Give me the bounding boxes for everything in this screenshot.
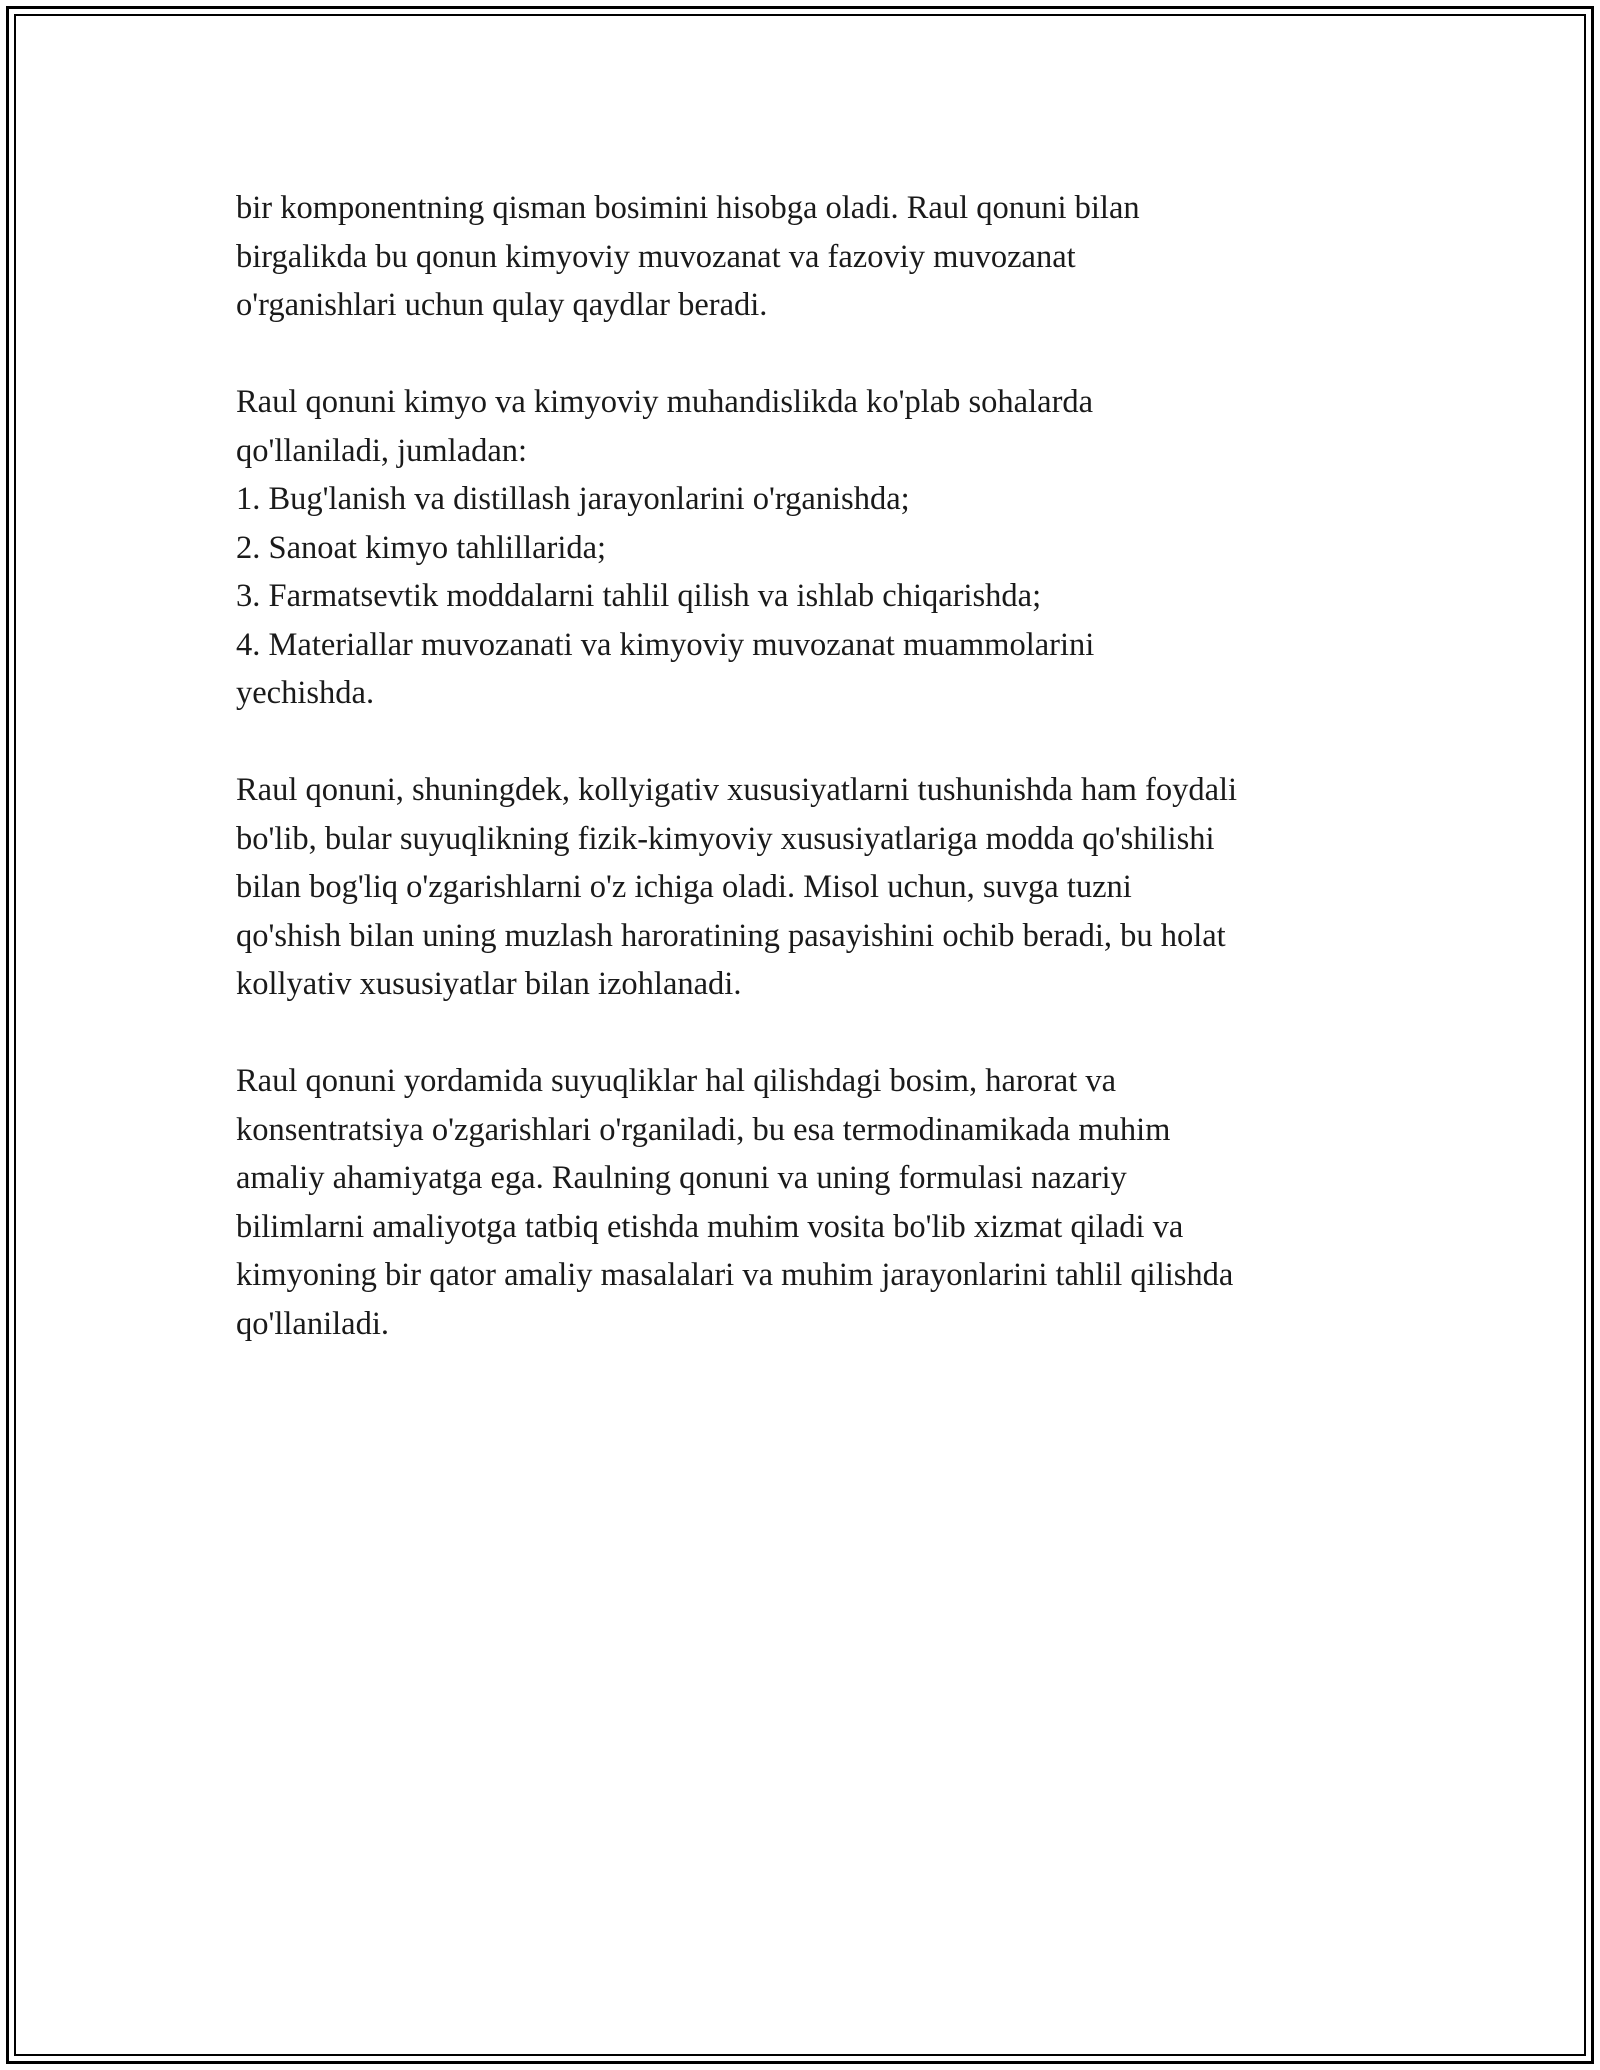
list-item: 3. Farmatsevtik moddalarni tahlil qilish va ishlab chiqarishda; — [236, 578, 1042, 614]
list-item: 2. Sanoat kimyo tahlillarida; — [236, 529, 607, 566]
text-line: qo'shish bilan uning muzlash haroratining pasayishini ochib beradi, bu holat — [236, 917, 1226, 954]
text-line: bilan bog'liq o'zgarishlarni o'z ichiga oladi. Misol uchun, suvga tuzni — [236, 869, 1132, 905]
document-body — [236, 184, 1400, 1397]
text-line: birgalikda bu qonun kimyoviy muvozanat va fazoviy muvozanat — [236, 238, 1076, 275]
text-line: konsentratsiya o'zgarishlari o'rganiladi, bu esa termodinamikada muhim — [236, 1111, 1171, 1148]
text-line: amaliy ahamiyatga ega. Raulning qonuni va uning formulasi nazariy — [236, 1160, 1127, 1196]
text-line: bo'lib, bular suyuqlikning fizik-kimyoviy xususiyatlariga modda qo'shilishi — [236, 820, 1215, 857]
text-line: kollyativ xususiyatlar bilan izohlanadi. — [236, 966, 742, 1002]
text-line: Raul qonuni, shuningdek, kollyigativ xususiyatlarni tushunishda ham foydali — [236, 772, 1238, 808]
paragraph-conclusion — [236, 1057, 1400, 1348]
paragraph-applications — [236, 378, 1400, 718]
list-item: 4. Materiallar muvozanati va kimyoviy muvozanat muammolarini — [236, 626, 1095, 663]
text-line: bir komponentning qisman bosimini hisobga oladi. Raul qonuni bilan — [236, 190, 1140, 226]
text-line: o'rganishlari uchun qulay qaydlar beradi. — [236, 287, 768, 323]
text-line: qo'llaniladi, jumladan: — [236, 432, 528, 469]
text-line: Raul qonuni kimyo va kimyoviy muhandislikda ko'plab sohalarda — [236, 384, 1094, 420]
list-item-continuation: yechishda. — [236, 675, 375, 711]
text-line: bilimlarni amaliyotga tatbiq etishda muhim vosita bo'lib xizmat qiladi va — [236, 1208, 1184, 1245]
text-line: qo'llaniladi. — [236, 1305, 389, 1342]
text-line: Raul qonuni yordamida suyuqliklar hal qilishdagi bosim, harorat va — [236, 1063, 1117, 1099]
paragraph-intro — [236, 184, 1400, 330]
list-item: 1. Bug'lanish va distillash jarayonlarini o'rganishda; — [236, 481, 910, 517]
paragraph-colligative — [236, 766, 1400, 1009]
text-line: kimyoning bir qator amaliy masalalari va muhim jarayonlarini tahlil qilishda — [236, 1257, 1234, 1293]
